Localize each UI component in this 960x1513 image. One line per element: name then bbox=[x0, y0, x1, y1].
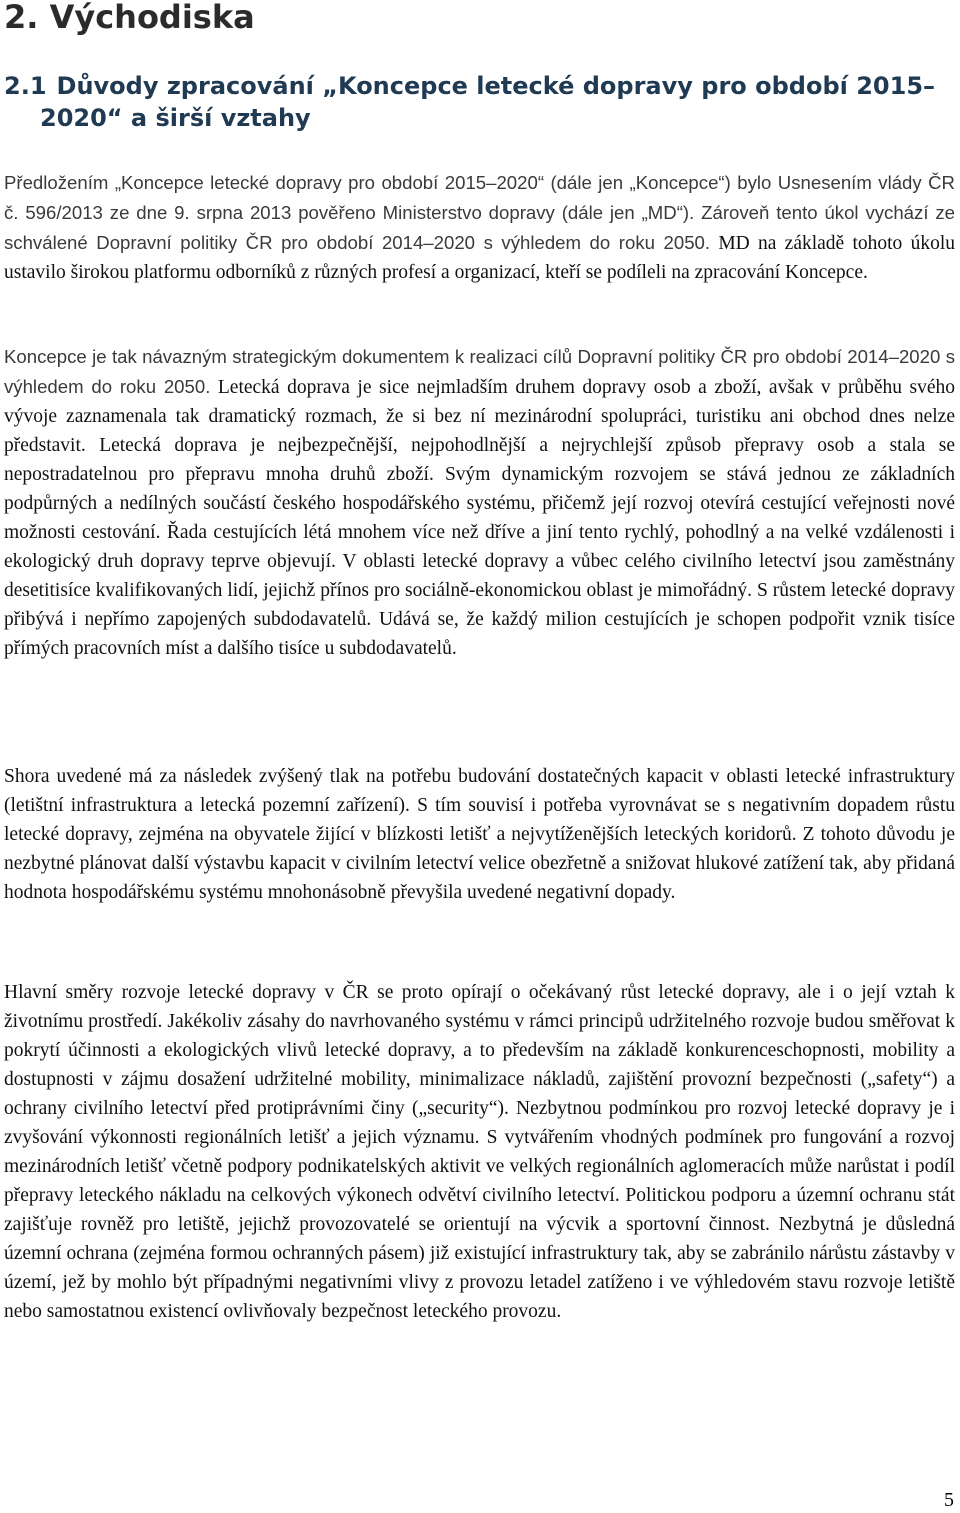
section-title-line1: Důvody zpracování „Koncepce letecké dopravy pro období 2015– bbox=[56, 72, 936, 100]
section-title-line2: 2020“ a širší vztahy bbox=[40, 104, 311, 132]
page-number: 5 bbox=[944, 1489, 954, 1511]
paragraph-2-serif-text: Letecká doprava je sice nejmladším druhem dopravy osob a zboží, avšak v průběhu svého vývoje zaznamenala tak dramatický rozmach, že si bez ní mezinárodní spolupráci, turistiku ani obchod dnes nelze představit. Letecká doprava je nejbezpečnější, nejpohodlnější a nejrychlejší způsob přepravy osob a stala se nepostradatelnou pro přepravu mnoha druhů zboží. Svým dynamickým rozvojem se stává jednou ze základních podpůrných a nedílných součástí českého hospodářského systému, přičemž její rozvoj otevírá cestující veřejnosti nové možnosti cestování. Řada cestujících létá mnohem více než dříve a jiní tento rychlý, pohodlný a na velké vzdálenosti i ekologický druh dopravy teprve objevují. V oblasti letecké dopravy a vůbec celého civilního letectví jsou zaměstnány desetitisíce kvalifikovaných lidí, jejichž přínos pro sociálně-ekonomickou oblast je mimořádný. S růstem letecké dopravy přibývá i nepřímo zapojených subdodavatelů. Udává se, že každý milion cestujících je schopen podpořit vznik tisíce přímých pracovních míst a dalšího tisíce u subdodavatelů. bbox=[4, 377, 956, 659]
paragraph-1-sans-text: Předložením „Koncepce letecké dopravy pro období 2015–2020“ (dále jen „Koncepce“) bylo Usnesením vlády ČR č. 596/2013 ze dne 9. srpna 2013 pověřeno Ministerstvo dopravy (dále jen „MD“). Zároveň tento úkol vychází ze schválené Dopravní politiky ČR pro období 2014–2020 s výhledem do roku 2050. bbox=[4, 172, 955, 253]
paragraph-1-serif-text: MD na základě tohoto úkolu ustavilo širokou platformu odborníků z různých profesí a organizací, kteří se podíleli na zpracování Koncepce. bbox=[4, 233, 955, 283]
paragraph-2-sans-text: Koncepce je tak návazným strategickým dokumentem k realizaci cílů Dopravní politiky ČR pro období 2014–2020 s výhledem do roku 2050. bbox=[4, 346, 955, 397]
paragraph-4: Hlavní směry rozvoje letecké dopravy v ČR se proto opírají o očekávaný růst letecké dopravy, ale i o její vztah k životnímu prostředí. Jakékoliv zásahy do navrhovaného systému v rámci principů udržitelného rozvoje budou směřovat k pokrytí účinnosti a ekologických vlivů letecké dopravy, a to především na základě konkurenceschopnosti, mobility a dostupnosti v zájmu dosažení udržitelné mobility, minimalizace nákladů, zajištění provozní bezpečnosti („safety“) a ochrany civilního letectví před protiprávními činy („security“). Nezbytnou podmínkou pro rozvoj letecké dopravy je i zvyšování výkonnosti regionálních letišť a jejich významu. S vytvářením vhodných podmínek pro fungování a rozvoj mezinárodních letišť včetně podpory podnikatelských aktivit ve velkých regionálních aglomeracích může narůstat i podíl přepravy leteckého nákladu na celkových výkonech odvětví civilního letectví. Politickou podporu a územní ochranu stát zajišťuje rovněž pro letiště, jejichž provozovatelé se orientují na výcvik a sportovní činnost. Nezbytná je důsledná územní ochrana (zejména formou ochranných pásem) již existující infrastruktury tak, aby se zabránilo nárůstu zástavby v území, jež by mohlo být případnými negativními vlivy z provozu letadel zatíženo i ve výhledovém stavu rozvoje letiště nebo samostatnou existencí ovlivňovaly bezpečnost leteckého provozu. bbox=[4, 982, 955, 1322]
section-number: 2.1 bbox=[4, 72, 47, 100]
chapter-title: 2. Východiska bbox=[4, 0, 255, 36]
paragraph-1 bbox=[4, 168, 955, 287]
paragraph-3: Shora uvedené má za následek zvýšený tlak na potřebu budování dostatečných kapacit v oblasti letecké infrastruktury (letištní infrastruktura a letecká pozemní zařízení). S tím souvisí i potřeba vyrovnávat se s negativním dopadem růstu letecké dopravy, zejména na obyvatele žijící v blízkosti letišť a nejvytíženějších leteckých koridorů. Z tohoto důvodu je nezbytné plánovat další výstavbu kapacit v civilním letectví velice obezřetně a snižovat hlukové zatížení tak, aby přidaná hodnota hospodářskému systému mnohonásobně převyšila uvedené negativní dopady. bbox=[4, 766, 955, 903]
section-heading bbox=[4, 70, 949, 134]
paragraph-2 bbox=[4, 342, 955, 663]
